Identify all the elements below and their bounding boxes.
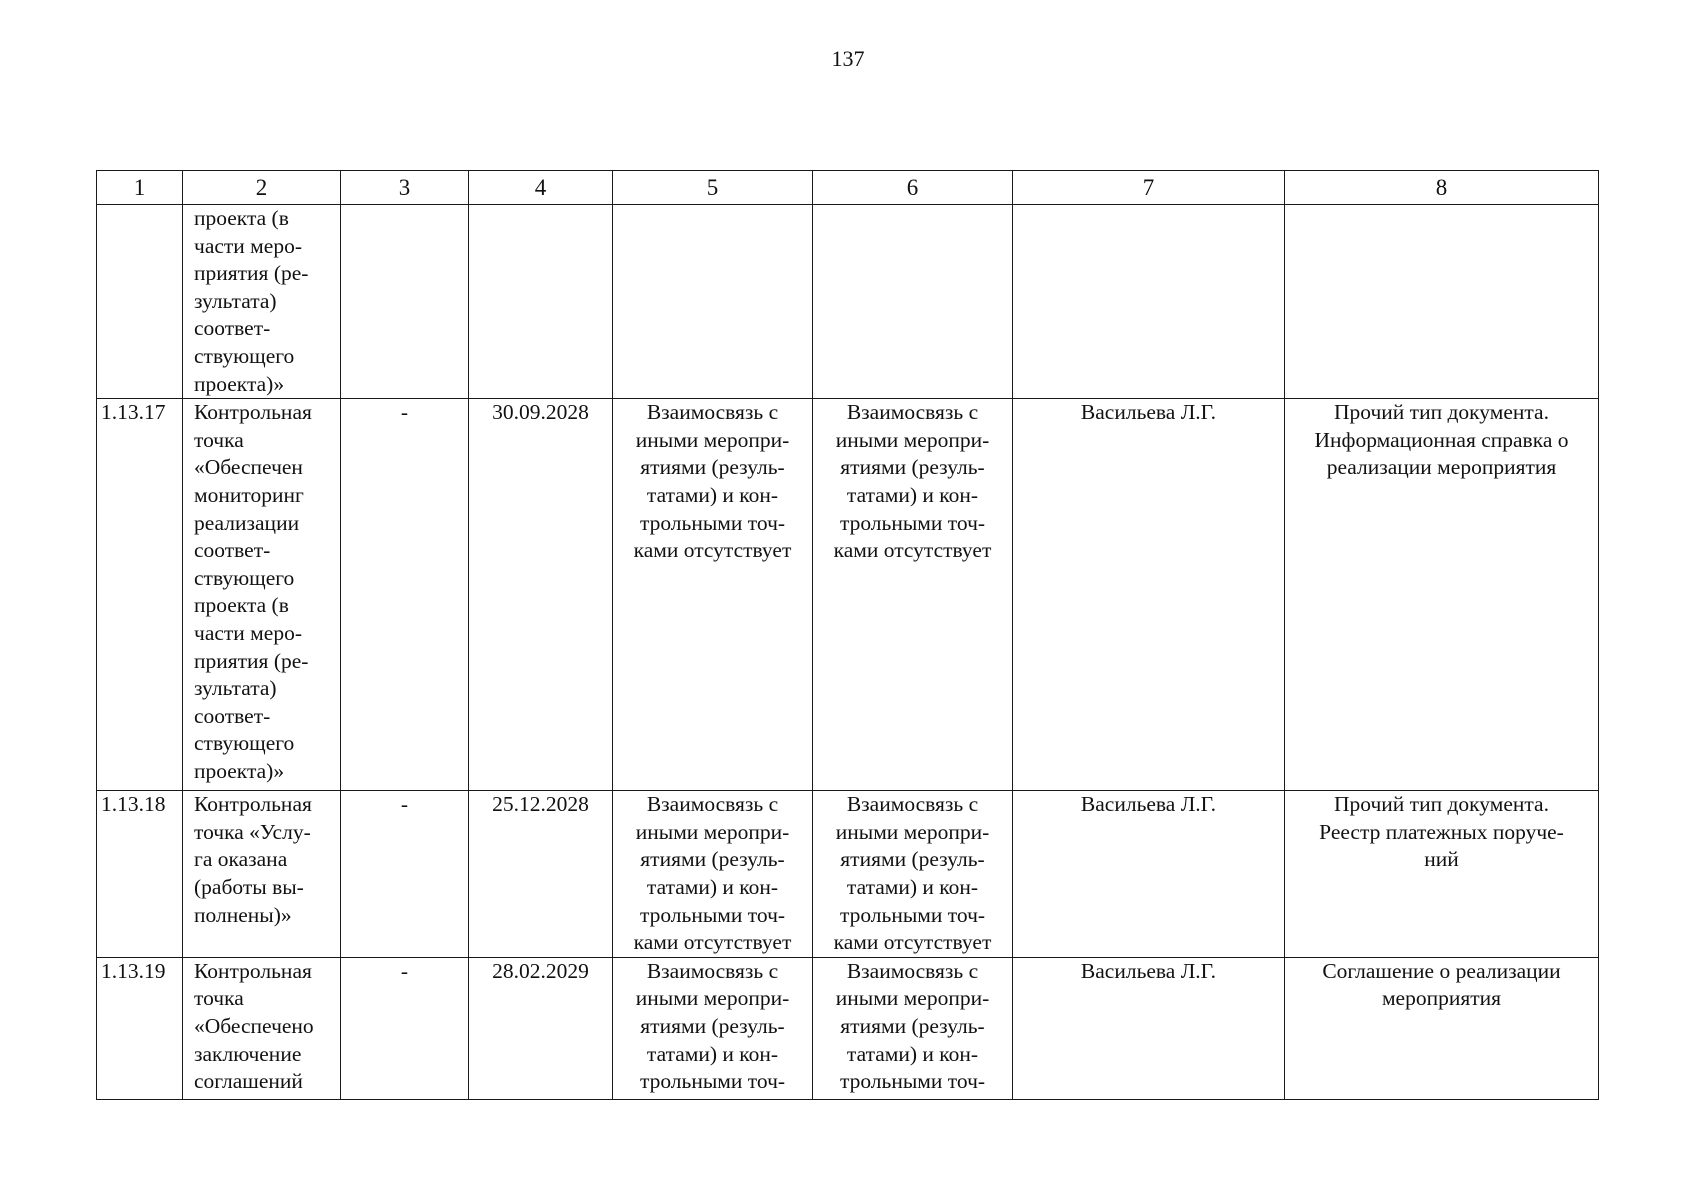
page-number: 137 bbox=[831, 46, 865, 71]
text-line: ствующего bbox=[194, 565, 295, 590]
column-number-row bbox=[97, 171, 1599, 205]
text-line: татами) и кон- bbox=[846, 874, 979, 899]
row-number-cell: 1.13.17 bbox=[97, 399, 183, 791]
text-line: ками отсутствует bbox=[633, 538, 792, 563]
column-header: 7 bbox=[1013, 171, 1285, 205]
date-cell: 25.12.2028 bbox=[469, 791, 613, 958]
text-line: ний bbox=[1424, 847, 1459, 872]
relation-cell bbox=[613, 957, 813, 1099]
text-line: трольными точ- bbox=[839, 510, 986, 535]
text-line: Контрольная bbox=[194, 958, 312, 983]
text-line: иными меропри- bbox=[635, 427, 790, 452]
date-cell: 30.09.2028 bbox=[469, 399, 613, 791]
text-line: трольными точ- bbox=[839, 1069, 986, 1094]
text-line: Взаимосвязь с bbox=[846, 958, 979, 983]
document-cell bbox=[1285, 957, 1599, 1099]
control-point-name-cell bbox=[183, 791, 341, 958]
text-line: иными меропри- bbox=[635, 819, 790, 844]
text-line: заключение bbox=[194, 1041, 302, 1066]
control-point-name-cell bbox=[183, 399, 341, 791]
text-line: иными меропри- bbox=[635, 986, 790, 1011]
plan-table bbox=[96, 170, 1599, 1100]
responsible-cell bbox=[1013, 205, 1285, 399]
text-line: Соглашение о реализации bbox=[1322, 958, 1561, 983]
text-line: соответ- bbox=[194, 703, 271, 728]
text-line: ками отсутствует bbox=[833, 538, 992, 563]
date-cell: 28.02.2029 bbox=[469, 957, 613, 1099]
document-cell bbox=[1285, 791, 1599, 958]
text-line: Взаимосвязь с bbox=[646, 792, 779, 817]
row-number-cell: 1.13.18 bbox=[97, 791, 183, 958]
column-header: 8 bbox=[1285, 171, 1599, 205]
text-line: мониторинг bbox=[194, 482, 304, 507]
text-line: Контрольная bbox=[194, 792, 312, 817]
text-line: Контрольная bbox=[194, 400, 312, 425]
text-line: татами) и кон- bbox=[646, 874, 779, 899]
responsible-cell: Васильева Л.Г. bbox=[1013, 791, 1285, 958]
text-line: приятия (ре- bbox=[194, 648, 309, 673]
text-line: га оказана bbox=[194, 847, 288, 872]
table-row bbox=[97, 399, 1599, 791]
text-line: иными меропри- bbox=[835, 986, 990, 1011]
text-line: части меро- bbox=[194, 233, 302, 258]
text-line: трольными точ- bbox=[639, 902, 786, 927]
text-line: мероприятия bbox=[1381, 986, 1502, 1011]
text-line: ятиями (резуль- bbox=[640, 1013, 785, 1038]
relation-cell bbox=[813, 791, 1013, 958]
text-line: Взаимосвязь с bbox=[846, 400, 979, 425]
relation-cell bbox=[813, 957, 1013, 1099]
text-line: Прочий тип документа. bbox=[1334, 400, 1549, 425]
text-line: трольными точ- bbox=[639, 1069, 786, 1094]
text-line: ятиями (резуль- bbox=[840, 847, 985, 872]
text-line: Взаимосвязь с bbox=[846, 792, 979, 817]
table-row bbox=[97, 205, 1599, 399]
row-number-cell: 1.13.19 bbox=[97, 957, 183, 1099]
column-header: 5 bbox=[613, 171, 813, 205]
text-line: ствующего bbox=[194, 731, 295, 756]
column-header: 6 bbox=[813, 171, 1013, 205]
col3-cell bbox=[341, 205, 469, 399]
text-line: Реестр платежных поруче- bbox=[1319, 819, 1564, 844]
text-line: соответ- bbox=[194, 538, 271, 563]
date-cell bbox=[469, 205, 613, 399]
text-line: Информационная справка о bbox=[1314, 427, 1569, 452]
text-line: Взаимосвязь с bbox=[646, 400, 779, 425]
text-line: «Обеспечено bbox=[194, 1013, 314, 1038]
text-line: татами) и кон- bbox=[846, 482, 979, 507]
text-line: татами) и кон- bbox=[646, 1041, 779, 1066]
table-row bbox=[97, 957, 1599, 1099]
text-line: проекта (в bbox=[194, 593, 289, 618]
text-line: проекта (в bbox=[194, 206, 289, 230]
text-line: татами) и кон- bbox=[646, 482, 779, 507]
text-line: ками отсутствует bbox=[833, 930, 992, 955]
text-line: трольными точ- bbox=[639, 510, 786, 535]
text-line: полнены)» bbox=[194, 902, 292, 927]
text-line: проекта)» bbox=[194, 758, 285, 783]
text-line: ятиями (резуль- bbox=[640, 847, 785, 872]
text-line: проекта)» bbox=[194, 371, 285, 396]
text-line: Взаимосвязь с bbox=[646, 958, 779, 983]
col3-cell: - bbox=[341, 399, 469, 791]
text-line: ствующего bbox=[194, 343, 295, 368]
text-line: точка bbox=[194, 986, 244, 1011]
text-line: иными меропри- bbox=[835, 819, 990, 844]
cell-clip bbox=[821, 958, 1004, 1098]
text-line: зультата) bbox=[194, 288, 277, 313]
text-line: точка «Услу- bbox=[194, 819, 311, 844]
column-header: 2 bbox=[183, 171, 341, 205]
relation-cell bbox=[813, 399, 1013, 791]
text-line: ятиями (резуль- bbox=[840, 1013, 985, 1038]
text-line: части меро- bbox=[194, 620, 302, 645]
relation-cell bbox=[813, 205, 1013, 399]
text-line: (работы вы- bbox=[194, 874, 304, 899]
text-line: точка bbox=[194, 427, 244, 452]
row-number-cell bbox=[97, 205, 183, 399]
column-header: 4 bbox=[469, 171, 613, 205]
text-line: приятия (ре- bbox=[194, 261, 309, 286]
control-point-name-cell bbox=[183, 205, 341, 399]
control-point-name-cell bbox=[183, 957, 341, 1099]
relation-cell bbox=[613, 791, 813, 958]
col3-cell: - bbox=[341, 957, 469, 1099]
col3-cell: - bbox=[341, 791, 469, 958]
text-line: иными меропри- bbox=[835, 427, 990, 452]
responsible-cell: Васильева Л.Г. bbox=[1013, 957, 1285, 1099]
text-line: реализации bbox=[194, 510, 300, 535]
text-line: «Обеспечен bbox=[194, 455, 303, 480]
cell-clip bbox=[621, 958, 804, 1098]
text-line: Прочий тип документа. bbox=[1334, 792, 1549, 817]
document-cell bbox=[1285, 399, 1599, 791]
column-header: 3 bbox=[341, 171, 469, 205]
text-line: соответ- bbox=[194, 316, 271, 341]
table-row bbox=[97, 791, 1599, 958]
text-line: ятиями (резуль- bbox=[640, 455, 785, 480]
text-line: трольными точ- bbox=[839, 902, 986, 927]
relation-cell bbox=[613, 205, 813, 399]
text-line: ятиями (резуль- bbox=[840, 455, 985, 480]
text-line: ками отсутствует bbox=[633, 930, 792, 955]
cell-clip bbox=[194, 958, 332, 1098]
column-header: 1 bbox=[97, 171, 183, 205]
responsible-cell: Васильева Л.Г. bbox=[1013, 399, 1285, 791]
text-line: татами) и кон- bbox=[846, 1041, 979, 1066]
document-cell bbox=[1285, 205, 1599, 399]
text-line: соглашений bbox=[194, 1069, 303, 1094]
relation-cell bbox=[613, 399, 813, 791]
text-line: реализации мероприятия bbox=[1326, 455, 1557, 480]
text-line: зультата) bbox=[194, 676, 277, 701]
